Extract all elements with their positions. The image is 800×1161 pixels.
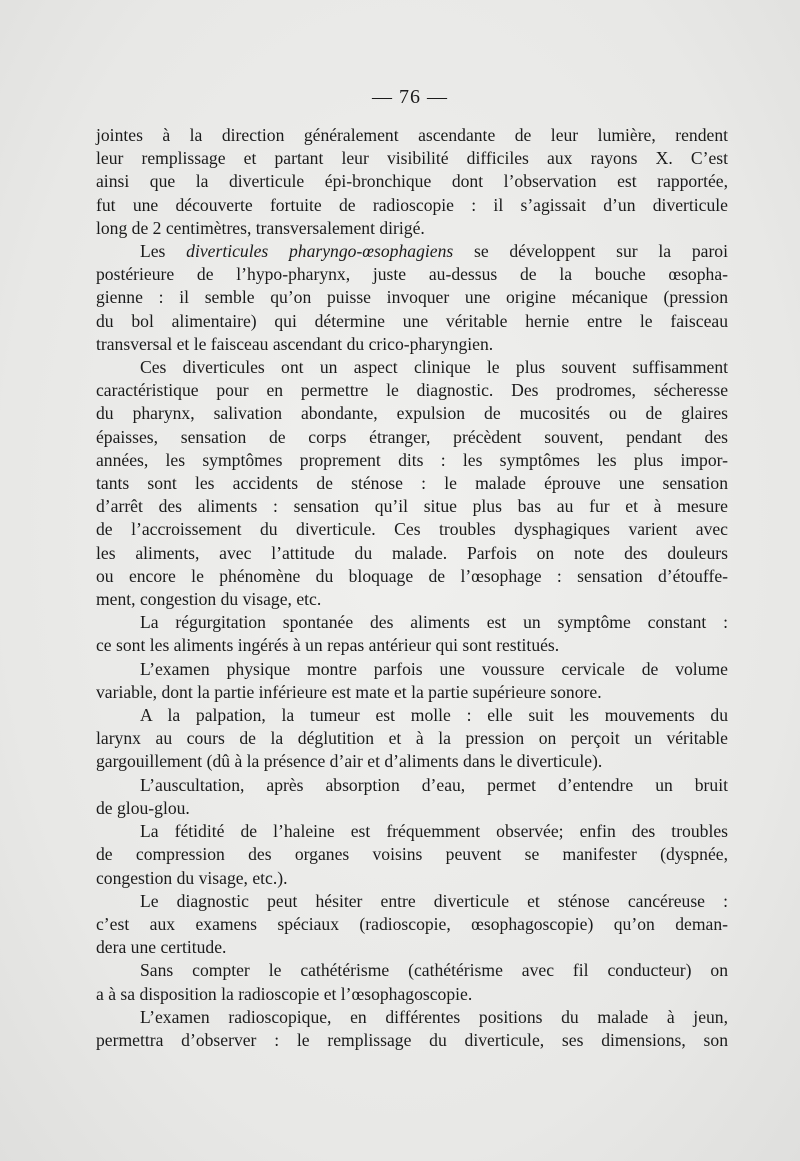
paragraph	[96, 611, 728, 657]
text-line: du bol alimentaire) qui détermine une véritable hernie entre le faisceau	[96, 310, 728, 331]
paragraph	[96, 356, 728, 611]
text-line: L’examen radioscopique, en différentes positions du malade à jeun,	[140, 1006, 728, 1027]
text-line: années, les symptômes proprement dits : les symptômes les plus impor-	[96, 449, 728, 470]
text-line: de l’accroissement du diverticule. Ces troubles dysphagiques varient avec	[96, 519, 728, 540]
paragraph	[96, 890, 728, 960]
text-line: c’est aux examens spéciaux (radioscopie, œsophagoscopie) qu’on deman-	[96, 913, 728, 934]
text-line	[96, 240, 728, 263]
text-line: larynx au cours de la déglutition et à la pression on perçoit un véritable	[96, 728, 728, 749]
text-line: du pharynx, salivation abondante, expulsion de mucosités ou de glaires	[96, 403, 728, 424]
text-line: d’arrêt des aliments : sensation qu’il situe plus bas au fur et à mesure	[96, 496, 728, 517]
text-line: ou encore le phénomène du bloquage de l’œsophage : sensation d’étouffe-	[96, 565, 728, 586]
paragraph	[96, 240, 728, 356]
text-line: de glou-glou.	[96, 797, 190, 818]
text-line: caractéristique pour en permettre le diagnostic. Des prodromes, sécheresse	[96, 380, 728, 401]
text-line: les aliments, avec l’attitude du malade. Parfois on note des douleurs	[96, 542, 728, 563]
text-line: tants sont les accidents de sténose : le malade éprouve une sensation	[96, 473, 728, 494]
italic-term: diverticules pharyngo-œsophagiens	[186, 241, 454, 262]
text-line: Sans compter le cathétérisme (cathétérisme avec fil conducteur) on	[140, 960, 728, 981]
text-line: dera une certitude.	[96, 937, 227, 958]
text-line: Ces diverticules ont un aspect clinique le plus souvent suffisamment	[140, 357, 728, 378]
text-line: La régurgitation spontanée des aliments est un symptôme constant :	[140, 612, 728, 633]
text-line: de compression des organes voisins peuvent se manifester (dyspnée,	[96, 844, 728, 865]
text-line: ment, congestion du visage, etc.	[96, 589, 322, 610]
text-run: Les	[140, 241, 187, 262]
paragraph	[96, 774, 728, 820]
text-line: La fétidité de l’haleine est fréquemment observée; enfin des troubles	[140, 821, 728, 842]
paragraph	[96, 124, 728, 240]
text-line: fut une découverte fortuite de radioscopie : il s’agissait d’un diverticule	[96, 194, 728, 215]
text-line: L’auscultation, après absorption d’eau, permet d’entendre un bruit	[140, 774, 728, 795]
text-line: postérieure de l’hypo-pharynx, juste au-dessus de la bouche œsopha-	[96, 264, 728, 285]
text-line: transversal et le faisceau ascendant du crico-pharyngien.	[96, 333, 494, 354]
text-run: se développent sur la paroi	[453, 241, 728, 262]
text-line: gienne : il semble qu’on puisse invoquer une origine mécanique (pression	[96, 287, 728, 308]
paragraph	[96, 820, 728, 890]
paragraph	[96, 704, 728, 774]
text-line: leur remplissage et partant leur visibilité difficiles aux rayons X. C’est	[96, 148, 728, 169]
text-line: permettra d’observer : le remplissage du diverticule, ses dimensions, son	[96, 1029, 728, 1050]
paragraph	[96, 1006, 728, 1052]
text-line: congestion du visage, etc.).	[96, 867, 288, 888]
text-line: Le diagnostic peut hésiter entre diverticule et sténose cancéreuse :	[140, 890, 728, 911]
body-text	[96, 124, 728, 1052]
paragraph	[96, 959, 728, 1005]
text-line: ainsi que la diverticule épi-bronchique dont l’observation est rapportée,	[96, 171, 728, 192]
text-line: a à sa disposition la radioscopie et l’œsophagoscopie.	[96, 983, 473, 1004]
text-line: ce sont les aliments ingérés à un repas antérieur qui sont restitués.	[96, 635, 560, 656]
paragraph	[96, 658, 728, 704]
text-line: A la palpation, la tumeur est molle : elle suit les mouvements du	[140, 705, 728, 726]
text-line: jointes à la direction généralement ascendante de leur lumière, rendent	[96, 125, 728, 145]
page-number: — 76 —	[372, 86, 448, 108]
text-line: gargouillement (dû à la présence d’air et d’aliments dans le diverticule).	[96, 751, 603, 772]
text-line: L’examen physique montre parfois une voussure cervicale de volume	[140, 658, 728, 679]
text-line: long de 2 centimètres, transversalement dirigé.	[96, 217, 425, 238]
text-line: épaisses, sensation de corps étranger, précèdent souvent, pendant des	[96, 426, 728, 447]
text-line: variable, dont la partie inférieure est mate et la partie supérieure sonore.	[96, 681, 602, 702]
